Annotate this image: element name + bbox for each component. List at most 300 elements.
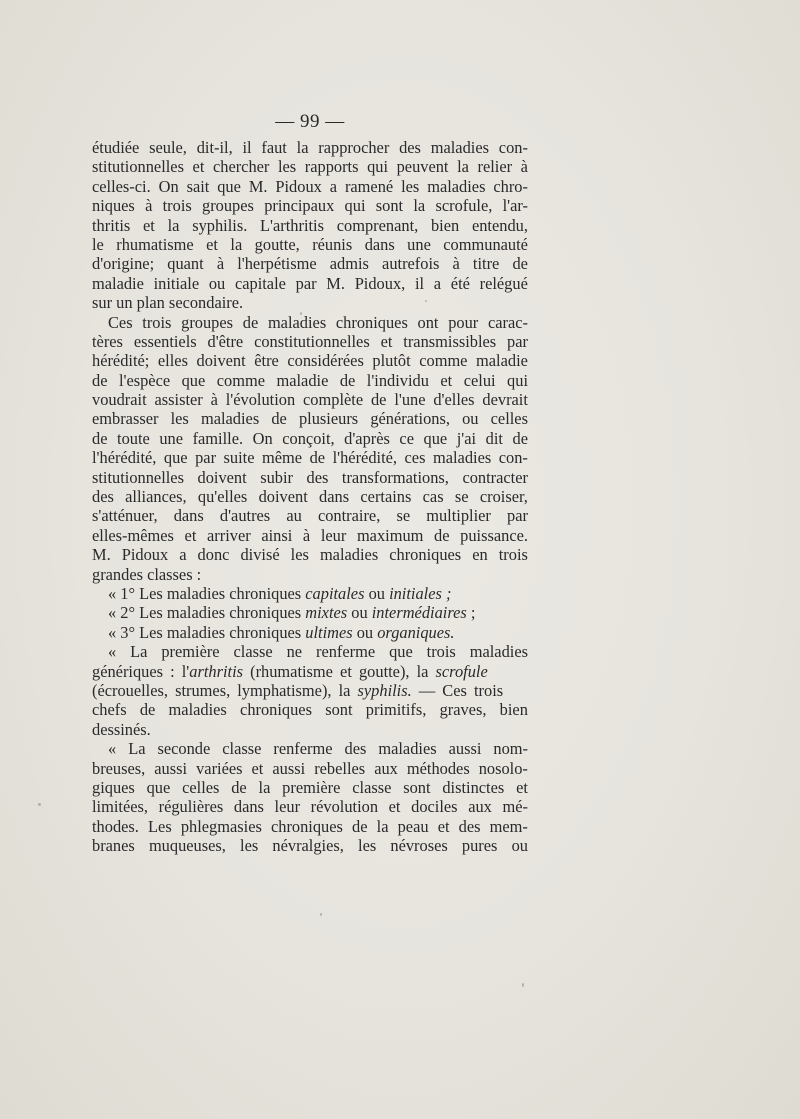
word: celui: [463, 370, 496, 390]
word: croiser,: [479, 487, 528, 507]
body-text: [92, 138, 528, 855]
word: et: [440, 370, 453, 390]
word: subir: [260, 467, 293, 487]
word: de: [434, 525, 450, 545]
word: rebelles: [314, 758, 366, 778]
text-line: [92, 720, 528, 739]
word: se: [396, 506, 411, 526]
text-line: [92, 177, 528, 196]
line-text: « 3° Les maladies chroniques: [108, 622, 306, 642]
word: pour: [448, 312, 479, 332]
word: il: [242, 138, 252, 157]
word: des: [458, 816, 481, 836]
word: maladies: [427, 176, 486, 196]
word: de: [231, 777, 247, 797]
text-line: [92, 565, 528, 584]
word: chroniques: [335, 312, 408, 332]
word: renferme: [273, 739, 333, 759]
word: M.: [92, 545, 111, 565]
word: qu'elles: [197, 487, 248, 507]
word: M.: [248, 176, 268, 196]
word: trois: [142, 312, 172, 332]
word: être: [254, 351, 279, 371]
word: thritis: [92, 215, 131, 235]
word: classe: [222, 739, 262, 759]
word: maladie: [92, 273, 144, 293]
text-line: [92, 584, 528, 603]
word: ont: [417, 312, 439, 332]
word: sont: [375, 196, 404, 216]
word: chroniques: [389, 545, 462, 565]
line-text: dessinés.: [92, 719, 151, 739]
word: nom-: [493, 739, 528, 759]
word: la: [413, 196, 426, 216]
word: la: [258, 777, 271, 797]
line-text: ;: [466, 603, 476, 623]
word: à: [210, 390, 218, 410]
word: La: [130, 642, 148, 662]
word: d'autres: [219, 506, 271, 526]
word: stitutionnelles: [92, 467, 184, 487]
word: variées: [196, 758, 243, 778]
word: l'une: [394, 390, 426, 410]
word: Pidoux: [275, 176, 322, 196]
word: divisé: [240, 545, 280, 565]
word: ne: [286, 642, 303, 662]
word: une: [407, 234, 431, 254]
word: bien: [499, 700, 528, 720]
word: par: [507, 331, 528, 351]
word: chroniques: [240, 700, 312, 720]
line-text: ou: [347, 603, 372, 623]
word: la: [457, 157, 469, 177]
word: groupes: [202, 196, 254, 216]
word: bien: [430, 215, 460, 235]
word: primitifs,: [365, 700, 427, 720]
word: l'ar-: [502, 196, 528, 216]
text-line: [92, 371, 528, 390]
word: dans: [364, 234, 395, 254]
word: goutte,: [254, 234, 300, 254]
text-line: [92, 545, 528, 564]
word: la: [296, 138, 309, 157]
word: dit: [485, 428, 503, 448]
word: classe: [233, 642, 273, 662]
text-line: [92, 623, 528, 642]
word: leur: [274, 797, 301, 817]
word: se: [454, 487, 469, 507]
word: considérées: [287, 351, 364, 371]
word: con-: [498, 138, 528, 157]
line-text: « 2° Les maladies chroniques: [108, 603, 306, 623]
word: d'après: [344, 428, 390, 448]
word: de: [512, 428, 528, 448]
word: elles: [157, 351, 188, 371]
word: en: [472, 545, 488, 565]
line-text: — Ces trois: [411, 680, 504, 700]
word: une: [159, 428, 184, 448]
word: à: [302, 525, 311, 545]
italic-term: organiques.: [377, 622, 455, 642]
word: stitutionnelles: [92, 157, 184, 177]
text-line: [92, 526, 528, 545]
word: de: [271, 409, 287, 429]
word: maladies: [469, 642, 528, 662]
text-line: [92, 642, 528, 661]
word: chroniques: [270, 816, 343, 836]
word: autrefois: [382, 254, 440, 274]
text-line: [92, 216, 528, 235]
text-line: [92, 487, 528, 506]
line-text: « 1° Les maladies chroniques: [108, 583, 306, 603]
text-line: [92, 506, 528, 525]
word: s'atténuer,: [92, 506, 158, 526]
word: première: [282, 777, 341, 797]
word: que: [181, 370, 206, 390]
word: peau: [397, 816, 429, 836]
word: phlegmasies: [180, 816, 262, 836]
word: générations,: [370, 409, 450, 429]
word: de: [92, 370, 108, 390]
word: de: [370, 390, 387, 410]
word: principaux: [264, 196, 335, 216]
word: l'évolution: [225, 390, 296, 410]
word: de: [242, 312, 259, 332]
word: assister: [154, 390, 203, 410]
word: nosolo-: [478, 758, 528, 778]
word: de: [92, 428, 108, 448]
word: devrait: [482, 390, 528, 410]
word: ramené: [344, 176, 394, 196]
word: giques: [92, 777, 135, 797]
word: révolution: [310, 797, 379, 817]
word: renferme: [315, 642, 376, 662]
text-line: [92, 817, 528, 836]
word: scrofule,: [435, 196, 493, 216]
word: maladies: [378, 739, 437, 759]
word: a: [329, 176, 338, 196]
word: et: [192, 157, 205, 177]
word: maladies: [430, 138, 489, 157]
word: ou: [208, 273, 226, 293]
word: capitale: [234, 273, 286, 293]
word: la: [167, 215, 180, 235]
italic-term: mixtes: [305, 603, 348, 623]
word: distinctes: [442, 777, 505, 797]
word: de: [139, 700, 156, 720]
word: doivent: [258, 487, 308, 507]
word: et: [516, 777, 528, 797]
word: étudiée: [92, 138, 140, 157]
text-line: [92, 836, 528, 855]
word: l'hérédité,: [332, 448, 397, 468]
line-text: (écrouelles, strumes, lymphatisme), la: [92, 680, 358, 700]
word: elles-mêmes: [92, 525, 174, 545]
word: l'espèce: [118, 370, 171, 390]
word: les: [170, 409, 189, 429]
word: d'être: [207, 331, 244, 351]
word: les: [401, 176, 420, 196]
word: multiplier: [426, 506, 491, 526]
word: aussi: [448, 739, 482, 759]
word: trois: [426, 642, 456, 662]
word: peuvent: [396, 157, 449, 177]
italic-term: ultimes: [305, 622, 353, 642]
word: sont: [325, 700, 353, 720]
word: première: [161, 642, 220, 662]
word: et: [143, 215, 155, 235]
word: à: [216, 254, 225, 274]
text-line: [92, 700, 528, 719]
word: thodes.: [92, 816, 139, 836]
word: sont: [403, 777, 431, 797]
word: constitutionnelles: [254, 331, 370, 351]
word: ou: [511, 836, 528, 856]
word: que: [217, 176, 241, 196]
line-text: grandes classes :: [92, 564, 202, 584]
word: groupes: [181, 312, 234, 332]
word: maximum: [356, 525, 424, 545]
word: les: [240, 836, 259, 856]
word: comme: [216, 370, 265, 390]
word: «: [108, 739, 117, 759]
word: des: [399, 138, 421, 157]
word: des: [344, 739, 367, 759]
word: rhumatisme: [116, 234, 194, 254]
word: rapports: [304, 157, 359, 177]
word: de: [512, 254, 528, 274]
word: comprenant,: [336, 215, 419, 235]
word: essentiels: [133, 331, 197, 351]
text-line: [92, 681, 528, 700]
word: et: [380, 331, 393, 351]
text-line: [92, 797, 528, 816]
word: celles: [490, 409, 528, 429]
italic-term: initiales ;: [389, 583, 452, 603]
word: qui: [367, 157, 389, 177]
word: de: [339, 370, 356, 390]
italic-term: arthritis: [189, 661, 244, 681]
text-line: [92, 196, 528, 215]
word: L'arthritis: [260, 215, 324, 235]
word: faut: [261, 138, 287, 157]
word: que: [146, 777, 171, 797]
word: par: [507, 506, 528, 526]
word: con-: [498, 448, 528, 468]
word: été: [450, 273, 470, 293]
word: mem-: [489, 816, 528, 836]
word: On: [252, 428, 273, 448]
word: les: [358, 836, 377, 856]
word: et: [388, 797, 401, 817]
word: régulières: [158, 797, 224, 817]
text-line: [92, 254, 528, 273]
word: de: [309, 448, 326, 468]
word: que: [163, 448, 188, 468]
word: dit-il,: [196, 138, 233, 157]
text-line: [92, 157, 528, 176]
word: au: [286, 506, 302, 526]
text-line: [92, 429, 528, 448]
page-number: — 99 —: [275, 111, 345, 132]
line-text: sur un plan secondaire.: [92, 293, 244, 313]
word: contraire,: [317, 506, 381, 526]
word: graves,: [439, 700, 487, 720]
word: aux: [374, 758, 398, 778]
word: l'herpétisme: [237, 254, 317, 274]
word: maladies: [168, 700, 227, 720]
word: trois: [498, 545, 528, 565]
text-line: [92, 662, 528, 681]
line-text: ou: [364, 583, 390, 603]
word: branes: [92, 836, 135, 856]
word: contracter: [462, 467, 528, 487]
word: dans: [319, 487, 350, 507]
word: chro-: [493, 176, 528, 196]
word: communauté: [443, 234, 528, 254]
word: chefs: [92, 700, 127, 720]
word: plutôt: [372, 351, 411, 371]
italic-term: syphilis.: [357, 680, 412, 700]
word: la: [376, 816, 389, 836]
word: d'elles: [433, 390, 475, 410]
word: maladies: [319, 545, 379, 565]
word: par: [295, 273, 317, 293]
word: «: [108, 642, 117, 662]
word: toute: [117, 428, 150, 448]
text-line: [92, 603, 528, 622]
word: maladie: [276, 370, 329, 390]
word: conçoit,: [282, 428, 335, 448]
word: certains: [360, 487, 412, 507]
italic-term: intermédiaires: [371, 603, 467, 623]
word: On: [158, 176, 179, 196]
word: réunis: [312, 234, 353, 254]
word: arriver: [207, 525, 251, 545]
text-line: [92, 274, 528, 293]
word: complète: [303, 390, 364, 410]
paper-speck: [38, 803, 41, 806]
text-line: [92, 759, 528, 778]
line-text: (rhumatisme et goutte), la: [243, 661, 436, 681]
line-text: ou: [352, 622, 378, 642]
word: maladies: [432, 448, 492, 468]
text-line: [92, 390, 528, 409]
word: ou: [462, 409, 479, 429]
word: d'origine;: [92, 254, 155, 274]
word: plusieurs: [298, 409, 359, 429]
word: que: [389, 642, 413, 662]
word: dans: [173, 506, 204, 526]
word: embrasser: [92, 409, 159, 429]
word: et: [206, 234, 218, 254]
text-line: [92, 138, 528, 157]
word: Ces: [108, 312, 133, 332]
word: puissance.: [460, 525, 528, 545]
word: aux: [468, 797, 492, 817]
word: La: [128, 739, 146, 759]
word: initiale: [153, 273, 200, 293]
word: mé-: [502, 797, 528, 817]
word: que: [423, 428, 448, 448]
word: maladies: [267, 312, 327, 332]
word: de: [352, 816, 368, 836]
word: aussi: [154, 758, 188, 778]
word: sait: [186, 176, 210, 196]
word: des: [306, 467, 329, 487]
word: quant: [167, 254, 204, 274]
text-line: [92, 332, 528, 351]
word: Pidoux,: [354, 273, 406, 293]
word: ainsi: [261, 525, 293, 545]
word: et: [437, 816, 450, 836]
word: les: [277, 157, 297, 177]
word: chercher: [212, 157, 270, 177]
word: famille.: [192, 428, 244, 448]
word: pures: [461, 836, 498, 856]
word: relier: [477, 157, 513, 177]
text-line: [92, 448, 528, 467]
word: doivent: [196, 351, 246, 371]
text-line: [92, 468, 528, 487]
word: transformations,: [341, 467, 449, 487]
word: M.: [326, 273, 345, 293]
word: limitées,: [92, 797, 148, 817]
word: les: [290, 545, 309, 565]
word: trois: [162, 196, 192, 216]
text-line: [92, 409, 528, 428]
word: même: [262, 448, 303, 468]
word: dociles: [411, 797, 458, 817]
word: a: [433, 273, 442, 293]
word: leur: [320, 525, 347, 545]
word: hérédité;: [92, 351, 150, 371]
word: il: [414, 273, 425, 293]
word: névroses: [390, 836, 448, 856]
word: breuses,: [92, 758, 146, 778]
word: celles-ci.: [92, 176, 151, 196]
word: alliances,: [125, 487, 187, 507]
word: méthodes: [406, 758, 470, 778]
text-line: [92, 313, 528, 332]
word: syphilis.: [192, 215, 248, 235]
word: suite: [223, 448, 255, 468]
word: la: [230, 234, 243, 254]
word: comme: [419, 351, 468, 371]
word: le: [92, 234, 104, 254]
word: doivent: [197, 467, 247, 487]
word: rapprocher: [318, 138, 390, 157]
word: seule,: [149, 138, 187, 157]
line-text: génériques : l': [92, 661, 190, 681]
word: qui: [344, 196, 366, 216]
word: titre: [472, 254, 500, 274]
word: l'hérédité,: [92, 448, 157, 468]
word: celles: [182, 777, 220, 797]
word: transmissibles: [403, 331, 497, 351]
text-line: [92, 293, 528, 312]
word: relégué: [479, 273, 528, 293]
word: maladies: [200, 409, 260, 429]
word: a: [179, 545, 187, 565]
word: qui: [507, 370, 528, 390]
word: par: [195, 448, 217, 468]
word: névralgies,: [272, 836, 344, 856]
word: cas: [422, 487, 444, 507]
paper-speck: [522, 983, 524, 987]
word: carac-: [487, 312, 528, 332]
word: et: [184, 525, 197, 545]
